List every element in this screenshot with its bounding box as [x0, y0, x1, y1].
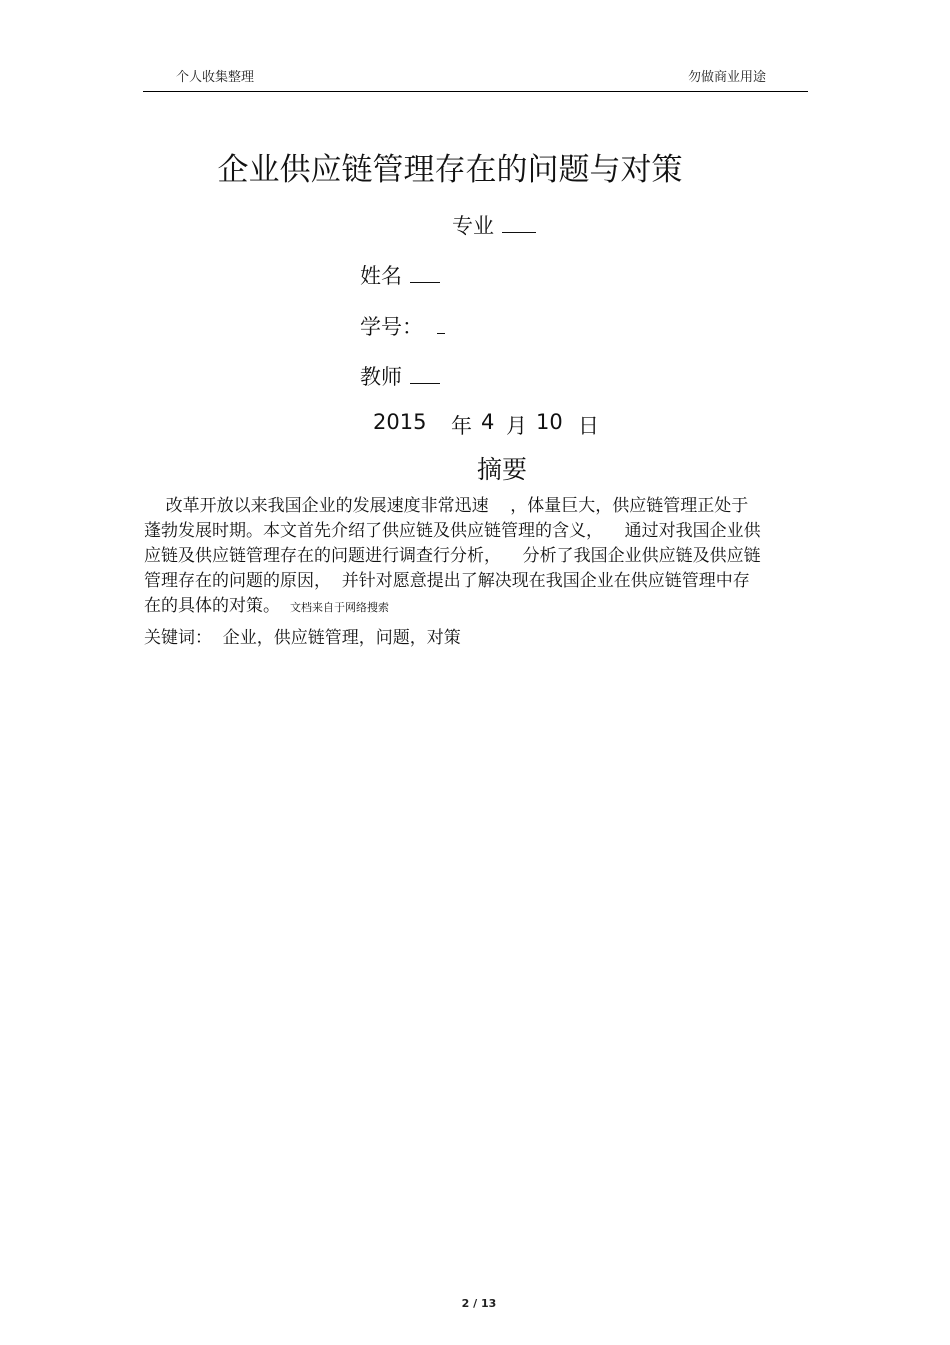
name-field — [360, 260, 440, 290]
abstract-line: 蓬勃发展时期。本文首先介绍了供应链及供应链管理的含义， 通过对我国企业供 — [144, 521, 761, 541]
teacher-field — [360, 361, 440, 391]
student-id-field — [360, 311, 445, 341]
major-blank — [502, 212, 536, 233]
abstract-line: 应链及供应链管理存在的问题进行调查行分析， 分析了我国企业供应链及供应链 — [144, 546, 761, 566]
teacher-blank — [410, 363, 440, 384]
header-left-note: 个人收集整理 — [176, 70, 255, 85]
student-id-label: 学号： — [360, 315, 423, 339]
teacher-label: 教师 — [360, 365, 402, 389]
major-field — [452, 210, 536, 240]
date-day-unit: 日 — [578, 414, 599, 438]
header-right-note: 勿做商业用途 — [688, 70, 767, 85]
name-blank — [410, 262, 440, 283]
keywords-line: 关键词： 企业，供应链管理，问题，对策 — [144, 628, 461, 648]
student-id-blank — [437, 313, 445, 334]
date-day: 10 — [536, 410, 563, 434]
abstract-heading: 摘要 — [476, 455, 527, 484]
major-label: 专业 — [452, 214, 494, 238]
abstract-last-line — [144, 594, 808, 619]
date-year: 2015 — [373, 410, 427, 434]
page-number: 2 / 13 — [461, 1297, 497, 1310]
header-rule — [143, 91, 808, 92]
document-title: 企业供应链管理存在的问题与对策 — [217, 152, 683, 188]
abstract-line-text: 在的具体的对策。 — [144, 596, 280, 616]
date-month-unit: 月 — [506, 414, 527, 438]
date-month: 4 — [481, 410, 495, 434]
date-year-unit: 年 — [451, 414, 472, 438]
abstract-body — [144, 494, 808, 619]
name-label: 姓名 — [360, 264, 402, 288]
abstract-line: 改革开放以来我国企业的发展速度非常迅速 ，体量巨大，供应链管理正处于 — [144, 496, 749, 516]
source-note: 文档来自于网络搜索 — [290, 601, 389, 614]
abstract-line: 管理存在的问题的原因， 并针对愿意提出了解决现在我国企业在供应链管理中存 — [144, 571, 750, 591]
